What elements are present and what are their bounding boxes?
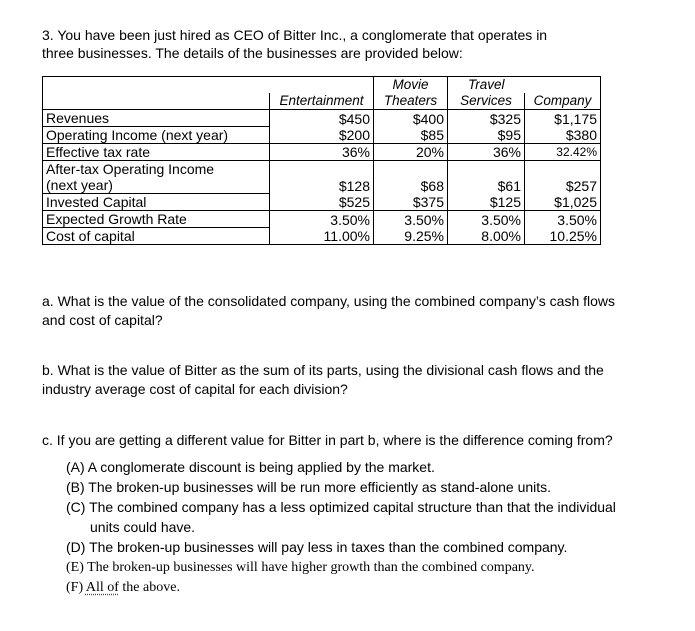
cell-value: $257 — [525, 161, 601, 194]
cell-value: 3.50% — [374, 211, 448, 228]
cell-value: 32.42% — [525, 144, 601, 161]
table-row — [43, 228, 601, 245]
cell-value: $525 — [270, 194, 374, 211]
header-travel-bottom: Services — [448, 93, 525, 110]
cell-value: 8.00% — [448, 228, 525, 245]
business-data-table — [42, 76, 601, 245]
option-f — [66, 578, 666, 597]
option-b: (B) The broken-up businesses will be run more efficiently as stand-alone units. — [66, 479, 552, 495]
option-c: (C) The combined company has a less optimized capital structure than that the individual — [66, 499, 616, 515]
question-a — [42, 292, 682, 330]
option-e: (E) The broken-up businesses will have higher growth than the combined company. — [66, 560, 535, 575]
cell-value: $85 — [374, 127, 448, 144]
table-header-row-bottom — [43, 93, 601, 110]
question-a-line-1: a. What is the value of the consolidated company, using the combined company’s cash flows — [42, 293, 616, 309]
cell-value: $68 — [374, 161, 448, 194]
cell-value: 10.25% — [525, 228, 601, 245]
question-c-line-1: c. If you are getting a different value for Bitter in part b, where is the difference coming from? — [42, 432, 613, 448]
row-label: Revenues — [43, 110, 270, 127]
cell-value: $375 — [374, 194, 448, 211]
cell-value: 3.50% — [448, 211, 525, 228]
row-label-continued: (next year) — [46, 177, 113, 193]
cell-value: $200 — [270, 127, 374, 144]
table-row — [43, 161, 601, 194]
option-f-underlined-text: All of — [85, 580, 119, 595]
cell-value: $125 — [448, 194, 525, 211]
row-label: Operating Income (next year) — [43, 127, 270, 144]
option-f-suffix: the above. — [118, 580, 180, 595]
header-company: Company — [525, 93, 601, 110]
header-movie-top: Movie — [374, 77, 448, 94]
intro-line-2: three businesses. The details of the businesses are provided below: — [42, 45, 463, 61]
row-label: Invested Capital — [43, 194, 270, 211]
cell-value: 36% — [270, 144, 374, 161]
row-label-multiline — [43, 161, 270, 194]
cell-value: 36% — [448, 144, 525, 161]
cell-value: $380 — [525, 127, 601, 144]
cell-value: $325 — [448, 110, 525, 127]
table-row — [43, 211, 601, 228]
cell-value: $128 — [270, 161, 374, 194]
cell-value: 11.00% — [270, 228, 374, 245]
question-b-line-1: b. What is the value of Bitter as the sum of its parts, using the divisional cash flows and the — [42, 362, 604, 378]
cell-value: 9.25% — [374, 228, 448, 245]
header-entertainment: Entertainment — [270, 93, 374, 110]
option-c-continued: units could have. — [90, 519, 196, 535]
cell-value: $450 — [270, 110, 374, 127]
cell-value: 3.50% — [270, 211, 374, 228]
table-row — [43, 110, 601, 127]
problem-intro — [42, 26, 682, 62]
row-label: Cost of capital — [43, 228, 270, 245]
answer-options — [66, 458, 666, 598]
table-row — [43, 144, 601, 161]
cell-value: $1,175 — [525, 110, 601, 127]
cell-value: $1,025 — [525, 194, 601, 211]
table-header-row-top — [43, 77, 601, 94]
question-b — [42, 361, 682, 399]
cell-value: $400 — [374, 110, 448, 127]
header-movie-bottom: Theaters — [374, 93, 448, 110]
question-a-line-2: and cost of capital? — [42, 312, 163, 328]
cell-value: $61 — [448, 161, 525, 194]
question-c — [42, 431, 682, 450]
option-d: (D) The broken-up businesses will pay less in taxes than the combined company. — [66, 539, 568, 555]
cell-value: 3.50% — [525, 211, 601, 228]
option-f-prefix: (F) — [66, 580, 86, 595]
header-travel-top: Travel — [448, 77, 525, 94]
row-label: Effective tax rate — [43, 144, 270, 161]
table-row — [43, 194, 601, 211]
option-a: (A) A conglomerate discount is being applied by the market. — [66, 459, 435, 475]
intro-line-1: 3. You have been just hired as CEO of Bitter Inc., a conglomerate that operates in — [42, 27, 548, 43]
table-row — [43, 127, 601, 144]
row-label: Expected Growth Rate — [43, 211, 270, 228]
question-b-line-2: industry average cost of capital for each division? — [42, 381, 348, 397]
cell-value: 20% — [374, 144, 448, 161]
row-label: After-tax Operating Income — [46, 161, 215, 177]
cell-value: $95 — [448, 127, 525, 144]
